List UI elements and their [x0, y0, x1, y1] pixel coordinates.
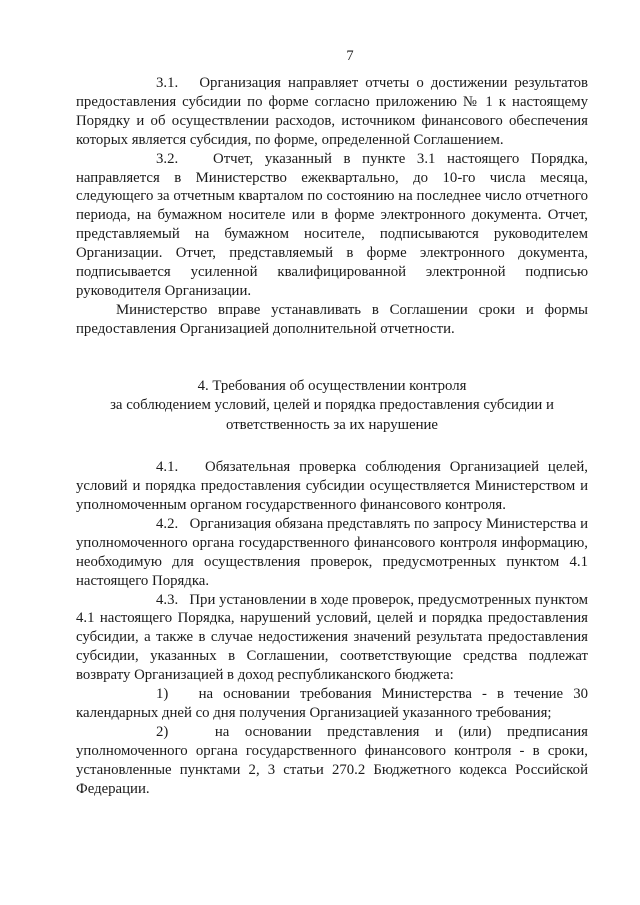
- paragraph-text: Министерство вправе устанавливать в Соглашении сроки и формы предоставления Организацией дополнительной отчетности.: [76, 301, 588, 337]
- paragraph-number: 3.1.: [156, 75, 179, 91]
- list-item-2: [76, 723, 588, 799]
- paragraph-4-2: [76, 515, 588, 591]
- paragraph-3-2: [76, 150, 588, 301]
- page-number: 7: [346, 48, 354, 64]
- paragraph-text: Отчет, указанный в пункте 3.1 настоящего Порядка, направляется в Министерство ежеквартально, до 10-го числа месяца, следующего за отчетным кварталом по состоянию на последнее число отчетного периода, на бумажном носителе или в форме электронного документа. Отчет, представляемый на бумажном носителе, подписываются руководителем Организации. Отчет, представляемый в форме электронного документа, подписывается усиленной квалифицированной электронной подписью руководителя Организации.: [76, 150, 588, 299]
- paragraph-number: 4.1.: [156, 459, 179, 476]
- list-item-number: 1): [156, 686, 169, 703]
- list-item-text: на основании представления и (или) предписания уполномоченного органа государственного финансового контроля - в сроки, установленные пунктами 2, 3 статьи 270.2 Бюджетного кодекса Российской Федерации.: [76, 723, 588, 797]
- list-item-text: на основании требования Министерства - в течение 30 календарных дней со дня получения Организацией указанного требования;: [76, 686, 588, 721]
- paragraph-text: При установлении в ходе проверок, предусмотренных пунктом 4.1 настоящего Порядка, нарушений условий, целей и порядка предоставления субсидии, а также в случае недостижения значений результата предоставления субсидии, указанных в Соглашении, соответствующие средства подлежат возврату Организацией в доход республиканского бюджета:: [76, 591, 588, 684]
- paragraph-text: Обязательная проверка соблюдения Организацией целей, условий и порядка предоставления субсидии осуществляется Министерством и уполномоченным органом государственного финансового контроля.: [76, 459, 588, 513]
- section-heading-line-1: 4. Требования об осуществлении контроля: [197, 377, 467, 394]
- paragraph-number: 3.2.: [156, 150, 179, 167]
- document-body: [76, 74, 588, 799]
- paragraph-4-1: [76, 458, 588, 515]
- list-item-number: 2): [156, 723, 169, 740]
- paragraph-text: Организация направляет отчеты о достижении результатов предоставления субсидии по форме согласно приложению № 1 к настоящему Порядку и об осуществлении расходов, источником финансового обеспечения которых является субсидия, по форме, определенной Соглашением.: [76, 75, 588, 148]
- paragraph-3-2-cont: [76, 301, 588, 339]
- section-heading-line-2: за соблюдением условий, целей и порядка предоставления субсидии и: [110, 397, 554, 414]
- paragraph-text: Организация обязана представлять по запросу Министерства и уполномоченного органа государственного финансового контроля информацию, необходимую для осуществления проверок, предусмотренных пунктом 4.1 настоящего Порядка.: [76, 515, 588, 589]
- paragraph-3-1: [76, 74, 588, 150]
- paragraph-4-3: [76, 591, 588, 686]
- paragraph-number: 4.2.: [156, 515, 179, 532]
- paragraph-number: 4.3.: [156, 591, 179, 608]
- section-heading-line-3: ответственность за их нарушение: [226, 416, 438, 433]
- list-item-1: [76, 685, 588, 723]
